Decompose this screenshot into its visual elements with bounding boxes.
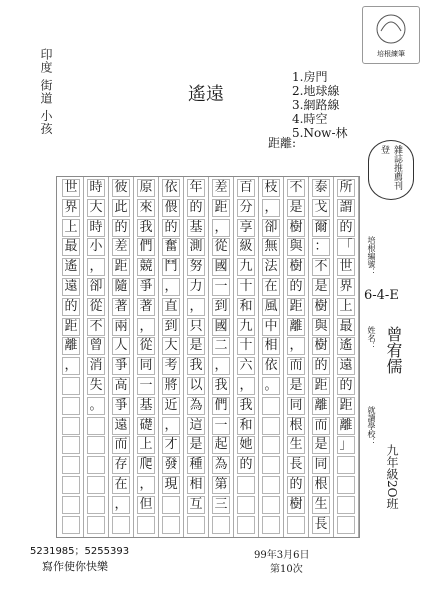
essay-cell [187,516,205,534]
essay-cell: 從 [212,238,230,256]
student-name: 曾宥儒 [384,326,403,374]
essay-cell: 二 [212,337,230,355]
essay-cell: 年 [187,179,205,197]
essay-cell: 同 [312,456,330,474]
essay-cell [237,516,255,534]
essay-cell: 上 [62,219,80,237]
essay-cell: 是 [187,337,205,355]
grade-class: 九年級2O班 [385,444,399,510]
essay-cell: 鬥 [162,258,180,276]
essay-cell: 樹 [312,337,330,355]
essay-cell: 九 [237,318,255,336]
essay-column [209,177,234,537]
logo-badge: 培根練筆 [362,6,420,64]
essay-cell: 遙 [337,337,355,355]
essay-column [109,177,134,537]
essay-cell: 爭 [112,397,130,415]
essay-cell: 世 [62,179,80,197]
essay-cell [87,476,105,494]
essay-cell [262,516,280,534]
essay-cell: 這 [187,417,205,435]
essay-cell: 將 [162,377,180,395]
essay-cell: 礎 [137,417,155,435]
serial-label: 培根編號： [367,236,376,276]
essay-cell: 爭 [137,278,155,296]
essay-column [159,177,184,537]
essay-cell: 最 [62,238,80,256]
essay-cell: 距 [112,258,130,276]
essay-cell: 我 [237,397,255,415]
essay-cell: 樹 [312,298,330,316]
essay-column [84,177,109,537]
essay-cell: 兩 [112,318,130,336]
essay-cell [62,436,80,454]
distance-label: 距離: [268,136,297,150]
essay-cell [162,496,180,514]
essay-cell: 根 [312,476,330,494]
essay-cell: 距 [287,298,305,316]
essay-cell: 世 [337,258,355,276]
essay-cell: 原 [137,179,155,197]
essay-cell [262,456,280,474]
essay-cell [87,436,105,454]
essay-cell: 互 [187,496,205,514]
essay-cell: ， [212,219,230,237]
essay-cell: 享 [237,219,255,237]
margin-note-center: 遙遠 [188,84,224,105]
essay-cell: 存 [112,456,130,474]
essay-cell: 直 [162,298,180,316]
essay-cell [262,496,280,514]
essay-cell: 界 [337,278,355,296]
essay-cell [62,417,80,435]
essay-cell: 我 [187,357,205,375]
sheet-footer [30,540,416,600]
essay-cell: 遠 [112,417,130,435]
essay-cell: 而 [112,436,130,454]
essay-cell: ， [137,476,155,494]
essay-cell: 」 [337,436,355,454]
essay-cell: 距 [337,397,355,415]
essay-cell: 大 [87,199,105,217]
essay-cell: 同 [287,397,305,415]
essay-cell [112,516,130,534]
essay-cell: 的 [237,456,255,474]
essay-cell: 差 [112,238,130,256]
essay-cell: 著 [137,298,155,316]
essay-cell: 國 [212,318,230,336]
essay-cell: 依 [262,357,280,375]
essay-cell: 是 [287,377,305,395]
essay-cell: 距 [312,377,330,395]
essay-cell: 大 [162,337,180,355]
essay-cell: 到 [212,298,230,316]
essay-cell: 為 [212,456,230,474]
essay-cell: 來 [137,199,155,217]
essay-cell: 在 [112,476,130,494]
essay-cell: ， [87,258,105,276]
essay-column [334,177,359,537]
essay-cell: 同 [137,357,155,375]
essay-cell: 從 [137,337,155,355]
essay-cell: 離 [62,337,80,355]
essay-cell: 的 [62,298,80,316]
essay-cell: 基 [187,219,205,237]
essay-cell: 爬 [137,456,155,474]
essay-cell: ， [212,357,230,375]
essay-cell [337,516,355,534]
essay-cell: 而 [312,417,330,435]
essay-cell: 遠 [62,278,80,296]
essay-cell: 消 [87,357,105,375]
essay-cell: 基 [137,397,155,415]
essay-column [284,177,309,537]
essay-cell: 在 [262,278,280,296]
essay-cell: 離 [287,318,305,336]
essay-cell: 根 [287,417,305,435]
essay-cell: 時 [87,219,105,237]
essay-cell [262,436,280,454]
essay-cell: 泰 [312,179,330,197]
essay-cell: 生 [287,436,305,454]
essay-cell [62,377,80,395]
essay-cell [262,476,280,494]
essay-cell: 以 [187,377,205,395]
essay-cell: 現 [162,476,180,494]
essay-cell [162,516,180,534]
essay-cell: 一 [212,278,230,296]
essay-column [59,177,84,537]
essay-cell: 三 [212,496,230,514]
essay-cell [87,516,105,534]
essay-cell: ， [137,318,155,336]
essay-cell: 的 [112,219,130,237]
essay-cell: 遠 [337,357,355,375]
essay-column [309,177,334,537]
essay-cell: 偎 [162,199,180,217]
essay-cell: 是 [187,436,205,454]
essay-cell: 彼 [112,179,130,197]
recommendation-stamp: 雜誌推薦刊登 [368,140,414,200]
essay-cell: 上 [337,298,355,316]
essay-cell: 力 [187,278,205,296]
margin-note-list: 1.房門 2.地球線 3.網路線 4.時空 5.Now-林 [292,70,348,140]
essay-cell: 不 [287,179,305,197]
essay-cell: 而 [287,357,305,375]
essay-cell: ： [312,238,330,256]
essay-cell [87,496,105,514]
essay-cell: 我 [212,377,230,395]
essay-cell: 長 [287,456,305,474]
essay-column [259,177,284,537]
essay-cell: 與 [312,318,330,336]
margin-note-left: 印度 街道 小孩 [39,48,53,136]
essay-cell: 與 [287,238,305,256]
essay-sheet [56,176,360,538]
essay-cell [62,496,80,514]
essay-cell: 的 [312,357,330,375]
essay-cell [137,516,155,534]
essay-cell: 離 [337,417,355,435]
essay-cell [262,397,280,415]
essay-column [134,177,159,537]
essay-cell: 戈 [312,199,330,217]
essay-cell: 十 [237,278,255,296]
essay-cell: 風 [262,298,280,316]
footer-date: 99年3月6日 [254,550,310,561]
essay-cell: 為 [187,397,205,415]
essay-cell: 卻 [262,219,280,237]
essay-cell: 時 [87,179,105,197]
essay-cell: 此 [112,199,130,217]
essay-cell: 發 [162,456,180,474]
essay-cell: 分 [237,199,255,217]
essay-cell: 離 [312,397,330,415]
essay-cell: 測 [187,238,205,256]
essay-cell: 枝 [262,179,280,197]
essay-cell: 的 [337,219,355,237]
essay-cell [87,417,105,435]
essay-cell: 法 [262,258,280,276]
essay-cell: 是 [312,436,330,454]
name-label: 姓名： [367,326,376,350]
essay-cell: 相 [262,337,280,355]
essay-cell: 距 [212,199,230,217]
essay-cell: 級 [237,238,255,256]
essay-cell: 曾 [87,337,105,355]
essay-cell: 人 [112,337,130,355]
essay-cell: 近 [162,397,180,415]
essay-cell: 才 [162,436,180,454]
essay-cell: 十 [237,337,255,355]
essay-cell: 競 [137,258,155,276]
essay-cell: 謂 [337,199,355,217]
essay-cell: 從 [87,298,105,316]
essay-cell: ， [162,278,180,296]
footer-issue: 第10次 [270,564,303,575]
essay-cell [337,496,355,514]
essay-cell: 起 [212,436,230,454]
essay-cell: 爭 [112,357,130,375]
essay-cell [237,476,255,494]
essay-cell: 距 [62,318,80,336]
essay-cell [87,456,105,474]
footer-slogan: 寫作使你快樂 [42,560,108,573]
essay-cell: ， [112,496,130,514]
essay-cell: 和 [237,298,255,316]
essay-cell: 第 [212,476,230,494]
essay-cell: 種 [187,456,205,474]
essay-cell: 爾 [312,219,330,237]
essay-cell: 百 [237,179,255,197]
essay-cell: ， [262,199,280,217]
student-info-panel [360,176,418,536]
essay-column [184,177,209,537]
essay-cell: 只 [187,318,205,336]
essay-column [234,177,259,537]
essay-cell: 的 [187,199,205,217]
essay-cell: 是 [312,278,330,296]
essay-cell: 我 [137,219,155,237]
essay-cell: 是 [287,199,305,217]
essay-cell: 高 [112,377,130,395]
essay-cell: 界 [62,199,80,217]
essay-cell: 差 [212,179,230,197]
essay-cell: 她 [237,436,255,454]
essay-cell [62,397,80,415]
footer-numbers: 5231985；5255393 [30,546,130,557]
essay-cell: 六 [237,357,255,375]
essay-cell [62,476,80,494]
essay-cell: 到 [162,318,180,336]
essay-cell: 的 [337,377,355,395]
essay-cell: 所 [337,179,355,197]
essay-cell: 不 [312,258,330,276]
essay-cell: 遙 [62,258,80,276]
essay-cell: 一 [137,377,155,395]
essay-cell: 。 [87,397,105,415]
essay-cell [337,456,355,474]
essay-cell: 樹 [287,496,305,514]
essay-cell: 相 [187,476,205,494]
essay-cell: 樹 [287,258,305,276]
essay-cell [287,516,305,534]
essay-cell: 九 [237,258,255,276]
essay-cell: ， [187,298,205,316]
essay-cell: 的 [287,476,305,494]
essay-cell: 努 [187,258,205,276]
essay-cell: 「 [337,238,355,256]
essay-cell: 的 [287,278,305,296]
essay-cell [62,456,80,474]
school-label: 就讀學校： [367,406,376,446]
essay-cell: 最 [337,318,355,336]
essay-cell: 。 [262,377,280,395]
essay-cell [337,476,355,494]
essay-cell [262,417,280,435]
essay-cell [212,516,230,534]
essay-cell: 和 [237,417,255,435]
essay-cell: 奮 [162,238,180,256]
essay-cell: 們 [212,397,230,415]
essay-cell: ， [162,417,180,435]
essay-cell: ， [287,337,305,355]
essay-cell: 中 [262,318,280,336]
essay-cell: 上 [137,436,155,454]
essay-cell: 樹 [287,219,305,237]
essay-cell: 考 [162,357,180,375]
essay-cell: 一 [212,417,230,435]
essay-cell: 生 [312,496,330,514]
essay-cell: 無 [262,238,280,256]
essay-cell: 不 [87,318,105,336]
essay-cell: 但 [137,496,155,514]
essay-cell: 小 [87,238,105,256]
essay-cell: 隨 [112,278,130,296]
essay-cell: 依 [162,179,180,197]
essay-cell: 長 [312,516,330,534]
essay-cell: 們 [137,238,155,256]
essay-cell: ， [62,357,80,375]
serial-number: 6-4-E [364,288,399,303]
essay-cell: ， [237,377,255,395]
essay-cell [62,516,80,534]
essay-cell [237,496,255,514]
essay-cell: 卻 [87,278,105,296]
essay-cell: 國 [212,258,230,276]
essay-cell: 著 [112,298,130,316]
essay-cell: 失 [87,377,105,395]
essay-cell: 的 [162,219,180,237]
